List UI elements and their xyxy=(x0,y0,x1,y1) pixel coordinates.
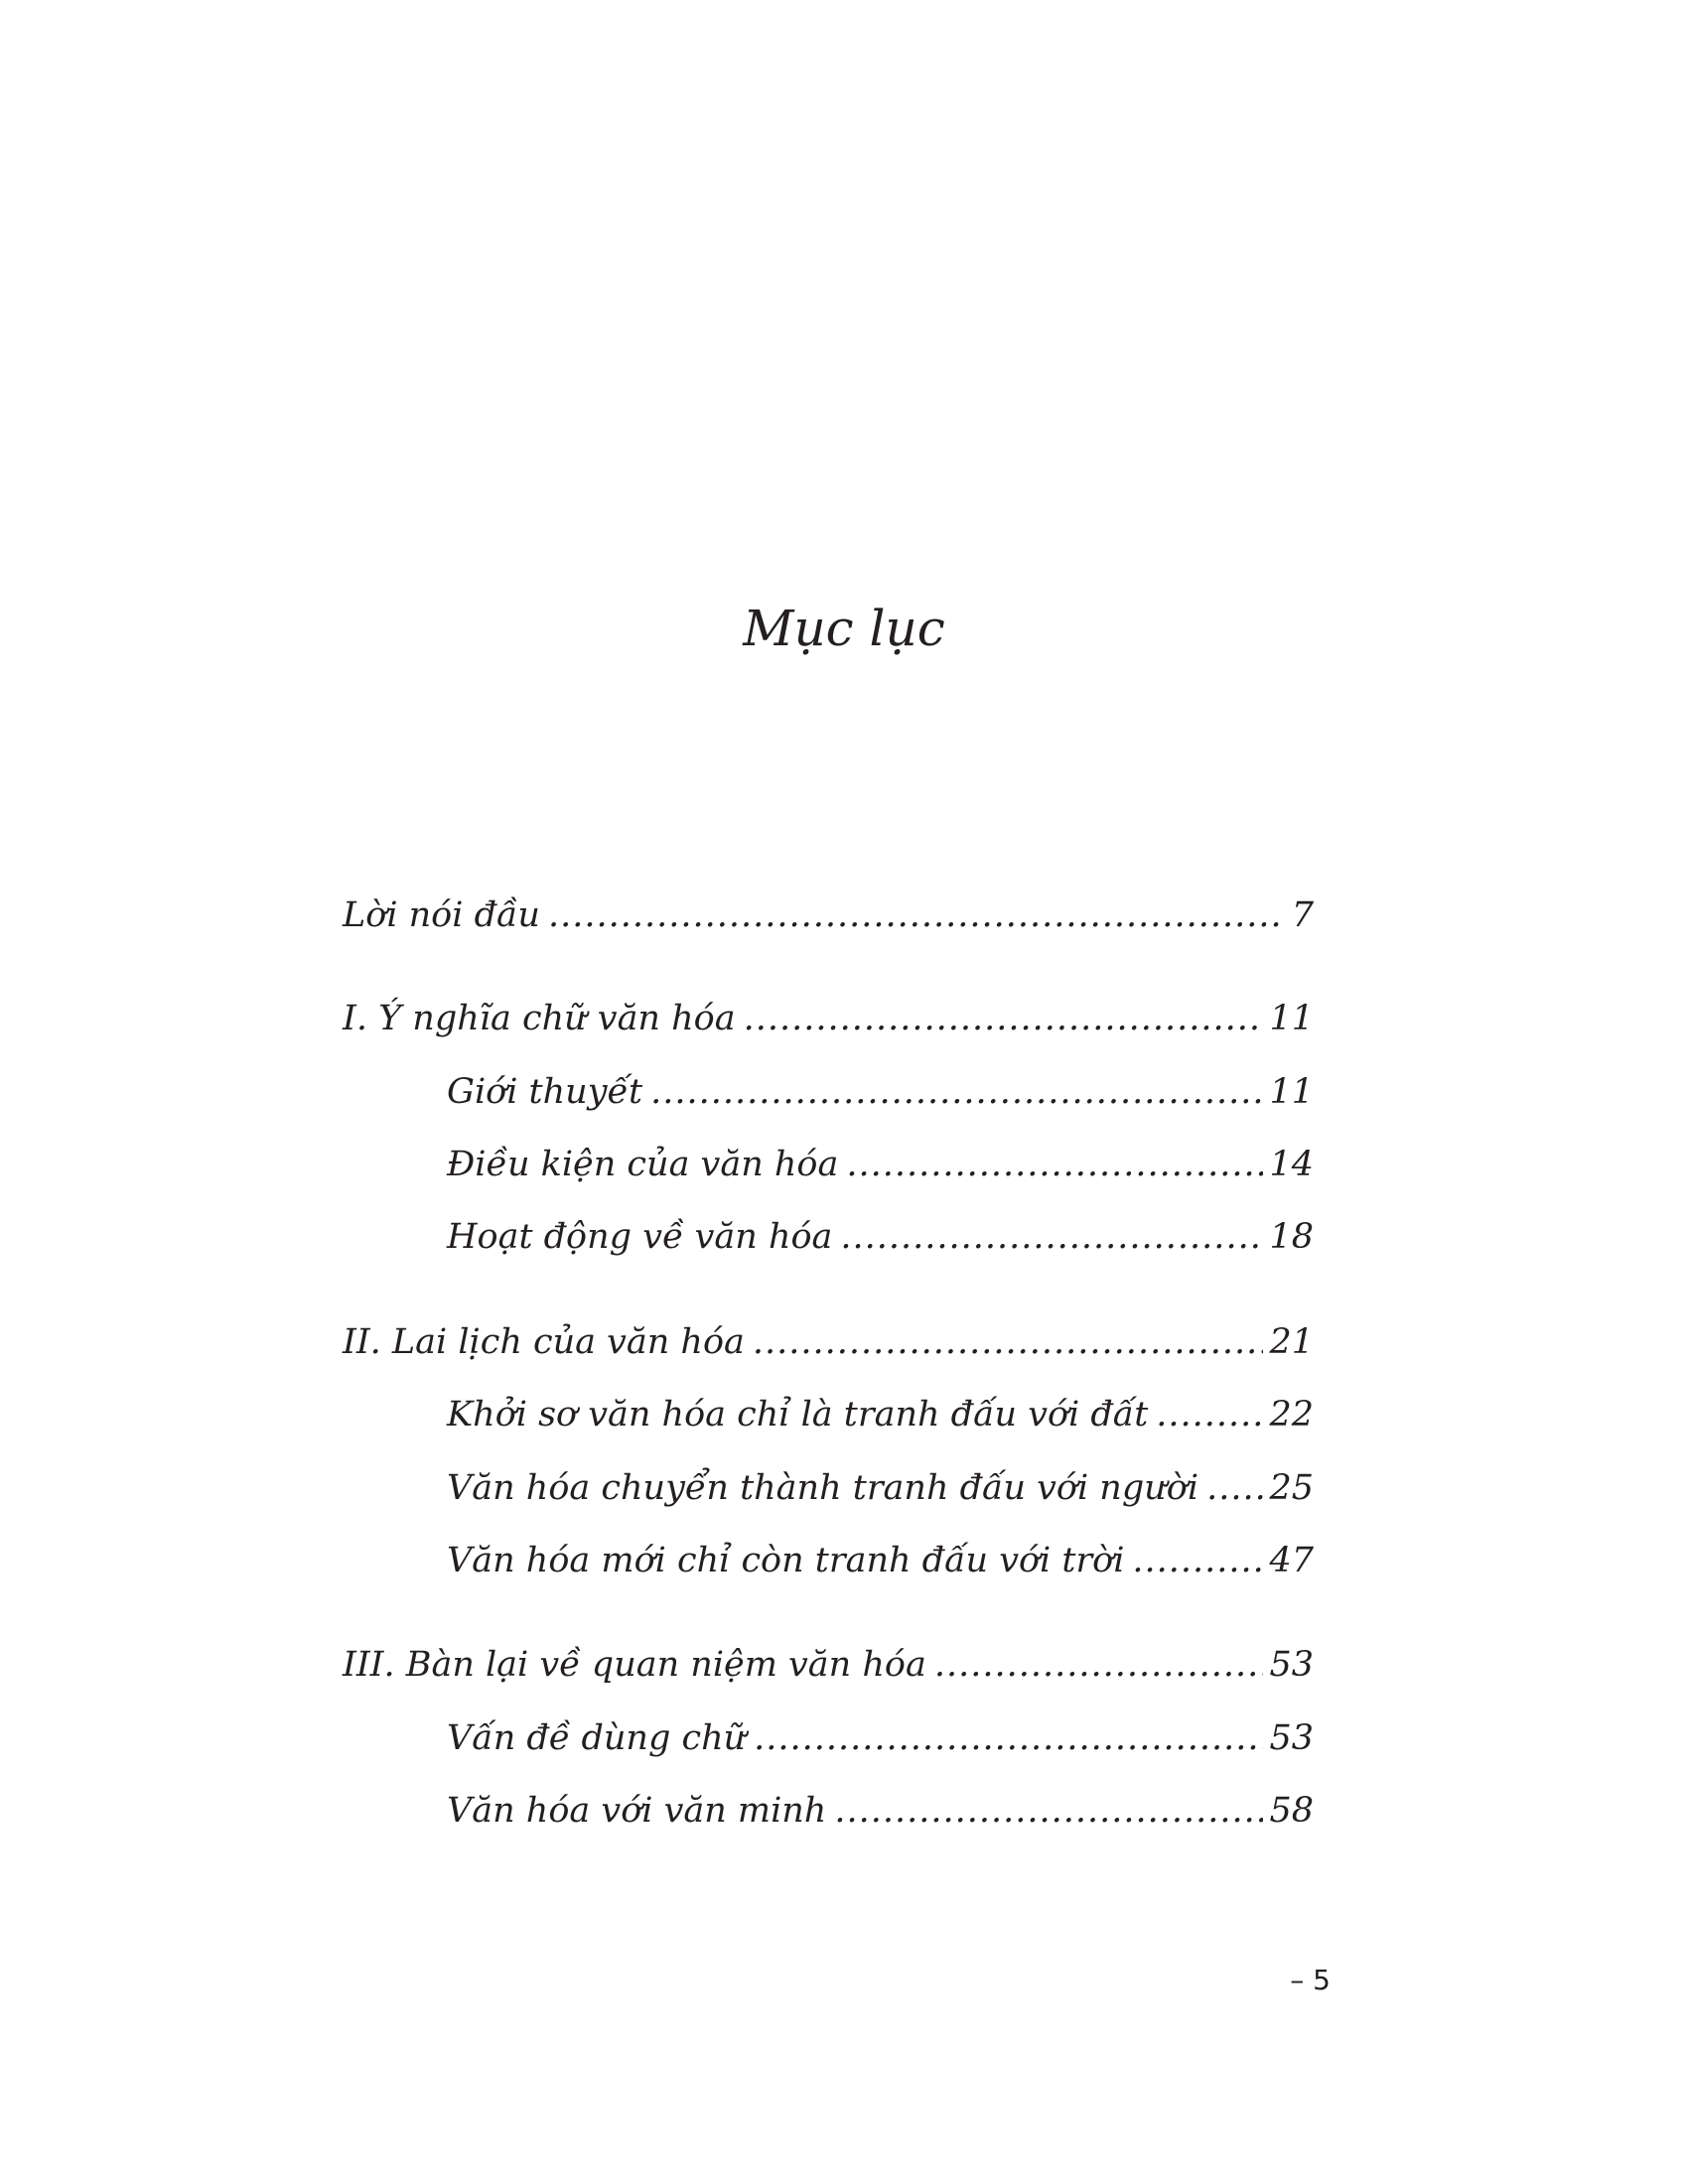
toc-dot-leader xyxy=(1206,1463,1263,1513)
toc-entry-chapter-1[interactable] xyxy=(343,994,1314,1043)
toc-entry-label: Vấn đề dùng chữ xyxy=(447,1718,747,1758)
toc-entry-page: 11 xyxy=(1269,1072,1314,1112)
toc-entry-label: Hoạt động về văn hóa xyxy=(447,1217,833,1257)
toc-entry-preface[interactable] xyxy=(343,890,1314,940)
toc-entry-page: 7 xyxy=(1291,895,1314,935)
toc-entry-label: Văn hóa chuyển thành tranh đấu với người xyxy=(447,1468,1199,1508)
toc-dot-leader xyxy=(650,1067,1263,1117)
page-number: – 5 xyxy=(1290,1964,1331,1996)
toc-entry-chapter-3[interactable] xyxy=(343,1640,1314,1690)
toc-dot-leader xyxy=(834,1786,1263,1836)
toc-entry-section[interactable] xyxy=(343,1140,1314,1189)
toc-dot-leader xyxy=(1156,1390,1263,1439)
toc-entry-section[interactable] xyxy=(343,1212,1314,1262)
toc-entry-section[interactable] xyxy=(343,1463,1314,1513)
toc-entry-section[interactable] xyxy=(343,1390,1314,1439)
toc-dot-leader xyxy=(934,1640,1264,1690)
toc-entry-page: 25 xyxy=(1269,1468,1314,1508)
toc-dot-leader xyxy=(1132,1536,1263,1585)
toc-dot-leader xyxy=(840,1212,1263,1262)
toc-entry-page: 53 xyxy=(1269,1718,1314,1758)
toc-entry-label: Khởi sơ văn hóa chỉ là tranh đấu với đất xyxy=(447,1395,1149,1434)
toc-entry-page: 11 xyxy=(1269,999,1314,1038)
toc-entry-section[interactable] xyxy=(343,1786,1314,1836)
toc-entry-label: Văn hóa với văn minh xyxy=(447,1791,827,1831)
toc-entry-chapter-2[interactable] xyxy=(343,1317,1314,1367)
toc-entry-label: Văn hóa mới chỉ còn tranh đấu với trời xyxy=(447,1541,1125,1580)
toc-entry-page: 22 xyxy=(1269,1395,1314,1434)
toc-entry-label: III. Bàn lại về quan niệm văn hóa xyxy=(343,1645,926,1685)
toc-entry-label: II. Lai lịch của văn hóa xyxy=(343,1322,745,1362)
toc-entry-page: 47 xyxy=(1269,1541,1314,1580)
toc-entry-label: Lời nói đầu xyxy=(343,895,540,935)
toc-entry-label: I. Ý nghĩa chữ văn hóa xyxy=(343,999,736,1038)
toc-entry-section[interactable] xyxy=(343,1713,1314,1763)
toc-entry-page: 18 xyxy=(1269,1217,1314,1257)
toc-dot-leader xyxy=(846,1140,1263,1189)
toc-entry-label: Điều kiện của văn hóa xyxy=(447,1145,839,1184)
toc-dot-leader xyxy=(753,1317,1264,1367)
page-title: Mục lục xyxy=(743,600,945,657)
toc-entry-label: Giới thuyết xyxy=(447,1072,643,1112)
toc-dot-leader xyxy=(548,890,1286,940)
toc-entry-page: 58 xyxy=(1269,1791,1314,1831)
toc-entry-section[interactable] xyxy=(343,1536,1314,1585)
toc-entry-section[interactable] xyxy=(343,1067,1314,1117)
toc-entry-page: 21 xyxy=(1269,1322,1314,1362)
toc-dot-leader xyxy=(754,1713,1263,1763)
toc-entry-page: 53 xyxy=(1269,1645,1314,1685)
toc-dot-leader xyxy=(744,994,1264,1043)
toc-entry-page: 14 xyxy=(1269,1145,1314,1184)
